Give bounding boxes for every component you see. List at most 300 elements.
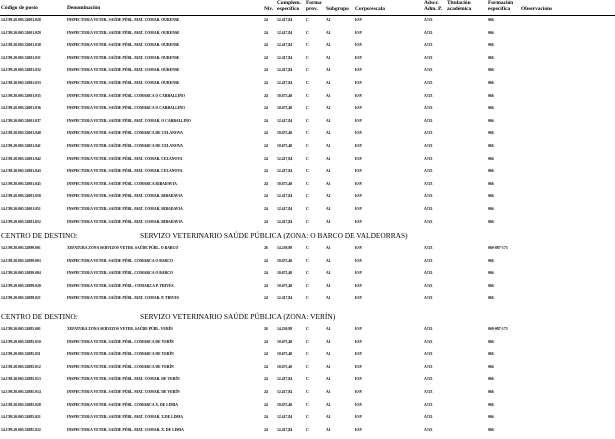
cell-forma: C xyxy=(306,68,309,73)
table-row xyxy=(0,79,615,87)
cell-niv: 24 xyxy=(264,364,268,369)
cell-adscripcion: A?23 xyxy=(424,156,433,161)
table-row xyxy=(0,117,615,125)
cell-subgrupo: A1 xyxy=(326,283,331,288)
cell-formacion: 069-087-173 xyxy=(488,246,508,250)
cell-forma: C xyxy=(306,327,309,331)
cell-subgrupo: A1 xyxy=(326,131,331,136)
cell-formacion: 066 xyxy=(488,106,494,111)
cell-code: 14.C99.20.003.32085.020 xyxy=(1,402,41,407)
col-subgrupo: Subgrupo xyxy=(326,6,349,12)
cell-corpo: ESV xyxy=(355,390,363,394)
cell-niv: 24 xyxy=(264,258,268,263)
cell-denominacion: XEFATURA ZONA SERVIZOS VETER. SAÚDE PÚBL. VERÍN xyxy=(67,327,173,331)
table-row xyxy=(0,388,615,396)
cell-complemento: 10.675,40 xyxy=(277,144,293,148)
cell-corpo: ESV xyxy=(355,327,363,331)
section-label: CENTRO DE DESTINO: xyxy=(1,312,78,321)
section-header xyxy=(0,231,615,241)
cell-code: 14.C99.20.003.32001.040 xyxy=(1,131,41,136)
cell-subgrupo: A1 xyxy=(326,364,331,369)
cell-corpo: ESV xyxy=(355,377,363,382)
cell-corpo: ESV xyxy=(355,169,363,174)
cell-niv: 24 xyxy=(264,219,268,224)
cell-complemento: 12.417,84 xyxy=(277,55,293,60)
cell-subgrupo: A1 xyxy=(326,169,331,174)
cell-subgrupo: A1 xyxy=(326,327,331,331)
cell-forma: C xyxy=(306,415,309,420)
cell-complemento: 12.417,84 xyxy=(277,43,293,48)
table-row xyxy=(0,129,615,137)
cell-forma: C xyxy=(306,194,309,199)
cell-subgrupo: A1 xyxy=(326,271,331,276)
cell-formacion: 066 xyxy=(488,390,494,394)
cell-niv: 24 xyxy=(264,131,268,136)
cell-subgrupo: A1 xyxy=(326,390,331,394)
cell-niv: 24 xyxy=(264,415,268,420)
cell-adscripcion: A?23 xyxy=(424,327,433,331)
col-forma-2: prov. xyxy=(306,6,318,12)
cell-forma: C xyxy=(306,377,309,382)
col-niv: Niv. xyxy=(264,6,274,12)
section-name: SERVIZO VETERINARIO SAÚDE PÚBLICA (ZONA: O BARCO DE VALDEORRAS) xyxy=(140,231,408,240)
table-row xyxy=(0,66,615,74)
cell-code: 14.C99.20.003.32001.042 xyxy=(1,156,41,161)
table-row xyxy=(0,142,615,150)
cell-formacion: 066 xyxy=(488,427,494,432)
cell-denominacion: INSPECTOR/A VETER. SAÚDE PÚBL. MAT. COMAR. OURENSE xyxy=(67,30,180,35)
cell-code: 14.C99.20.003.32085.011 xyxy=(1,352,41,357)
cell-adscripcion: A?23 xyxy=(424,283,433,288)
cell-formacion: 066 xyxy=(488,18,494,22)
cell-denominacion: INSPECTOR/A VETER. SAÚDE PÚBL. COMARCA O BARCO xyxy=(67,258,173,263)
cell-denominacion: INSPECTOR/A VETER. SAÚDE PÚBL. MAT. COMAR. RIBADAVIA xyxy=(67,207,183,211)
cell-corpo: ESV xyxy=(355,258,363,263)
table-row xyxy=(0,218,615,226)
cell-formacion: 066 xyxy=(488,194,494,199)
cell-niv: 24 xyxy=(264,283,268,288)
table-row xyxy=(0,180,615,188)
cell-formacion: 069-087-173 xyxy=(488,327,508,331)
cell-forma: C xyxy=(306,283,309,288)
cell-adscripcion: A?23 xyxy=(424,390,433,394)
table-row xyxy=(0,155,615,163)
cell-adscripcion: A?23 xyxy=(424,81,433,85)
cell-formacion: 066 xyxy=(488,258,494,263)
cell-code: 14.C99.20.003.32099.020 xyxy=(1,283,41,288)
table-row xyxy=(0,413,615,421)
cell-niv: 24 xyxy=(264,390,268,394)
cell-formacion: 066 xyxy=(488,402,494,407)
cell-corpo: ESV xyxy=(355,156,363,161)
cell-code: 14.C99.20.003.32001.031 xyxy=(1,55,41,60)
cell-denominacion: INSPECTOR/A VETER. SAÚDE PÚBL. COMARCA DE CELANOVA xyxy=(67,131,183,136)
cell-niv: 24 xyxy=(264,181,268,186)
cell-subgrupo: A1 xyxy=(326,144,331,148)
cell-formacion: 066 xyxy=(488,144,494,148)
cell-adscripcion: A?23 xyxy=(424,169,433,174)
table-row xyxy=(0,363,615,371)
cell-adscripcion: A?23 xyxy=(424,93,433,98)
cell-formacion: 066 xyxy=(488,339,494,344)
cell-code: 14.C99.20.003.32001.033 xyxy=(1,81,41,85)
cell-code: 14.C99.20.003.32001.043 xyxy=(1,169,41,174)
cell-formacion: 066 xyxy=(488,364,494,369)
cell-subgrupo: A1 xyxy=(326,181,331,186)
cell-code: 14.C99.20.003.32001.032 xyxy=(1,68,41,73)
cell-code: 14.C99.20.003.32001.030 xyxy=(1,43,41,48)
cell-denominacion: INSPECTOR/A VETER. SAÚDE PÚBL. COMARCA DE VERÍN xyxy=(67,364,174,369)
cell-code: 14.C99.20.003.32001.052 xyxy=(1,219,41,224)
col-complem-1: Complem. xyxy=(277,0,301,6)
cell-code: 14.C99.20.003.32001.036 xyxy=(1,106,41,111)
cell-complemento: 10.675,40 xyxy=(277,131,293,136)
cell-complemento: 10.675,40 xyxy=(277,352,293,357)
cell-forma: C xyxy=(306,93,309,98)
cell-corpo: ESV xyxy=(355,194,363,199)
cell-forma: C xyxy=(306,156,309,161)
col-complem-2: específico xyxy=(277,6,300,12)
cell-corpo: ESV xyxy=(355,246,363,250)
cell-denominacion: INSPECTOR/A VETER. SAÚDE PÚBL. MAT. COMAR. P. TRIVES xyxy=(67,296,180,301)
cell-complemento: 14.230,98 xyxy=(277,327,293,331)
col-observacions: Observacións xyxy=(521,6,553,12)
table-row xyxy=(0,282,615,290)
cell-complemento: 10.675,40 xyxy=(277,181,293,186)
cell-adscripcion: A?23 xyxy=(424,144,433,148)
cell-complemento: 12.417,84 xyxy=(277,427,293,432)
cell-code: 14.C99.20.003.32099.003 xyxy=(1,258,41,263)
cell-complemento: 12.417,84 xyxy=(277,118,293,123)
cell-adscripcion: A?23 xyxy=(424,352,433,357)
cell-code: 14.C99.20.003.32085.012 xyxy=(1,364,41,369)
table-row xyxy=(0,294,615,302)
cell-denominacion: INSPECTOR/A VETER. SAÚDE PÚBL. MAT. COMAR. X.DE LIMIA xyxy=(67,415,183,420)
table-row xyxy=(0,54,615,62)
cell-niv: 26 xyxy=(264,246,268,250)
cell-corpo: ESV xyxy=(355,55,363,60)
table-row xyxy=(0,426,615,434)
cell-code: 14.C99.20.003.32085.021 xyxy=(1,415,41,420)
cell-formacion: 066 xyxy=(488,169,494,174)
cell-niv: 24 xyxy=(264,68,268,73)
cell-niv: 24 xyxy=(264,144,268,148)
cell-niv: 24 xyxy=(264,194,268,199)
cell-denominacion: INSPECTOR/A VETER. SAÚDE PÚBL. MAT. COMAR. RIBADAVIA xyxy=(67,219,183,224)
col-codigo: Código de posto xyxy=(1,5,38,11)
cell-formacion: 066 xyxy=(488,131,494,136)
cell-niv: 24 xyxy=(264,271,268,276)
cell-code: 14.C99.20.003.32001.035 xyxy=(1,93,41,98)
cell-code: 14.C99.20.003.32085.010 xyxy=(1,339,41,344)
cell-adscripcion: A?23 xyxy=(424,415,433,420)
cell-subgrupo: A1 xyxy=(326,296,331,301)
cell-forma: C xyxy=(306,30,309,35)
cell-niv: 24 xyxy=(264,402,268,407)
cell-niv: 24 xyxy=(264,352,268,357)
cell-complemento: 12.417,84 xyxy=(277,207,293,211)
cell-adscripcion: A?23 xyxy=(424,194,433,199)
cell-formacion: 066 xyxy=(488,271,494,276)
cell-niv: 24 xyxy=(264,118,268,123)
cell-niv: 24 xyxy=(264,427,268,432)
col-titulacion-1: Titulación xyxy=(447,0,471,6)
cell-adscripcion: A?23 xyxy=(424,181,433,186)
col-forma-1: Forma xyxy=(306,0,322,6)
table-row xyxy=(0,167,615,175)
table-row xyxy=(0,269,615,277)
cell-adscripcion: A?23 xyxy=(424,43,433,48)
cell-subgrupo: A1 xyxy=(326,30,331,35)
cell-forma: C xyxy=(306,169,309,174)
cell-forma: C xyxy=(306,219,309,224)
cell-formacion: 066 xyxy=(488,283,494,288)
cell-complemento: 10.675,40 xyxy=(277,364,293,369)
cell-complemento: 10.675,40 xyxy=(277,402,293,407)
table-row xyxy=(0,192,615,200)
cell-adscripcion: A?23 xyxy=(424,131,433,136)
cell-niv: 24 xyxy=(264,43,268,48)
cell-complemento: 12.417,84 xyxy=(277,390,293,394)
cell-forma: C xyxy=(306,55,309,60)
cell-corpo: ESV xyxy=(355,93,363,98)
cell-forma: C xyxy=(306,18,309,22)
cell-formacion: 066 xyxy=(488,296,494,301)
cell-complemento: 10.675,40 xyxy=(277,258,293,263)
cell-formacion: 066 xyxy=(488,377,494,382)
cell-complemento: 12.417,84 xyxy=(277,169,293,174)
cell-complemento: 12.417,84 xyxy=(277,415,293,420)
cell-forma: C xyxy=(306,427,309,432)
cell-subgrupo: A1 xyxy=(326,194,331,199)
cell-adscripcion: A?23 xyxy=(424,402,433,407)
cell-corpo: ESV xyxy=(355,352,363,357)
cell-forma: C xyxy=(306,181,309,186)
cell-code: 14.C99.20.003.32085.014 xyxy=(1,390,41,394)
cell-code: 14.C99.20.003.32099.004 xyxy=(1,271,41,276)
cell-adscripcion: A?23 xyxy=(424,296,433,301)
cell-corpo: ESV xyxy=(355,181,363,186)
cell-niv: 24 xyxy=(264,81,268,85)
cell-complemento: 12.417,84 xyxy=(277,81,293,85)
cell-complemento: 10.675,40 xyxy=(277,93,293,98)
cell-niv: 24 xyxy=(264,377,268,382)
cell-forma: C xyxy=(306,144,309,148)
cell-adscripcion: A?23 xyxy=(424,207,433,211)
cell-formacion: 066 xyxy=(488,118,494,123)
cell-subgrupo: A1 xyxy=(326,81,331,85)
cell-denominacion: INSPECTOR/A VETER. SAÚDE PÚBL. MAT. COMAR. O CARBALLIÑO xyxy=(67,118,191,123)
table-row xyxy=(0,16,615,24)
table-row xyxy=(0,92,615,100)
cell-adscripcion: A?23 xyxy=(424,106,433,111)
cell-adscripcion: A?23 xyxy=(424,271,433,276)
cell-formacion: 066 xyxy=(488,81,494,85)
cell-formacion: 066 xyxy=(488,415,494,420)
cell-denominacion: INSPECTOR/A VETER. SAÚDE PÚBL. MAT. COMAR. RIBADAVIA xyxy=(67,194,183,199)
table-row xyxy=(0,29,615,37)
cell-formacion: 066 xyxy=(488,181,494,186)
cell-subgrupo: A1 xyxy=(326,258,331,263)
cell-complemento: 12.417,84 xyxy=(277,30,293,35)
col-corpo: Corpo/escala xyxy=(355,6,385,12)
cell-corpo: ESV xyxy=(355,81,363,85)
cell-subgrupo: A1 xyxy=(326,93,331,98)
table-row xyxy=(0,325,615,333)
cell-complemento: 12.417,84 xyxy=(277,377,293,382)
cell-forma: C xyxy=(306,118,309,123)
cell-forma: C xyxy=(306,352,309,357)
cell-forma: C xyxy=(306,402,309,407)
cell-niv: 24 xyxy=(264,339,268,344)
cell-corpo: ESV xyxy=(355,144,363,148)
cell-subgrupo: A1 xyxy=(326,427,331,432)
table-row xyxy=(0,375,615,383)
cell-formacion: 066 xyxy=(488,207,494,211)
cell-complemento: 12.417,84 xyxy=(277,156,293,161)
cell-formacion: 066 xyxy=(488,30,494,35)
cell-subgrupo: A1 xyxy=(326,339,331,344)
cell-niv: 24 xyxy=(264,156,268,161)
cell-corpo: ESV xyxy=(355,30,363,35)
cell-niv: 24 xyxy=(264,55,268,60)
cell-adscripcion: A?23 xyxy=(424,339,433,344)
cell-niv: 24 xyxy=(264,207,268,211)
cell-corpo: ESV xyxy=(355,271,363,276)
cell-corpo: ESV xyxy=(355,296,363,301)
cell-corpo: ESV xyxy=(355,43,363,48)
cell-forma: C xyxy=(306,296,309,301)
cell-code: 14.C99.20.003.32001.051 xyxy=(1,207,41,211)
cell-code: 14.C99.20.003.32001.045 xyxy=(1,181,41,186)
cell-corpo: ESV xyxy=(355,283,363,288)
cell-formacion: 066 xyxy=(488,43,494,48)
cell-denominacion: INSPECTOR/A VETER. SAÚDE PÚBL. MAT. COMAR. X. DE LIMIA xyxy=(67,427,184,432)
cell-corpo: ESV xyxy=(355,68,363,73)
table-header xyxy=(0,0,615,15)
col-formacion-2: específica xyxy=(488,6,511,12)
col-titulacion-2: académica xyxy=(447,6,472,12)
cell-complemento: 10.675,40 xyxy=(277,106,293,111)
cell-complemento: 14.230,98 xyxy=(277,246,293,250)
cell-corpo: ESV xyxy=(355,219,363,224)
cell-complemento: 10.675,40 xyxy=(277,271,293,276)
cell-formacion: 066 xyxy=(488,68,494,73)
cell-forma: C xyxy=(306,246,309,250)
cell-denominacion: INSPECTOR/A VETER. SAÚDE PÚBL. MAT. COMAR. OURENSE xyxy=(67,81,180,85)
cell-denominacion: INSPECTOR/A VETER. SAÚDE PÚBL. MAT. COMAR. DE VERÍN xyxy=(67,390,180,394)
section-name: SERVIZO VETERINARIO SAÚDE PÚBLICA (ZONA: VERÍN) xyxy=(140,312,336,321)
cell-forma: C xyxy=(306,271,309,276)
cell-corpo: ESV xyxy=(355,18,363,22)
cell-niv: 24 xyxy=(264,296,268,301)
table-row xyxy=(0,350,615,358)
cell-formacion: 066 xyxy=(488,55,494,60)
cell-corpo: ESV xyxy=(355,415,363,420)
cell-forma: C xyxy=(306,43,309,48)
cell-subgrupo: A1 xyxy=(326,219,331,224)
cell-forma: C xyxy=(306,339,309,344)
col-denominacion: Denominación xyxy=(67,5,101,11)
cell-adscripcion: A?23 xyxy=(424,377,433,382)
cell-corpo: ESV xyxy=(355,402,363,407)
cell-subgrupo: A1 xyxy=(326,118,331,123)
cell-adscripcion: A?23 xyxy=(424,118,433,123)
cell-corpo: ESV xyxy=(355,118,363,123)
cell-complemento: 12.417,84 xyxy=(277,194,293,199)
cell-corpo: ESV xyxy=(355,131,363,136)
cell-complemento: 10.675,40 xyxy=(277,283,293,288)
cell-denominacion: INSPECTOR/A VETER. SAÚDE PÚBL. MAT. COMAR. CELANOVA xyxy=(67,169,183,174)
cell-forma: C xyxy=(306,131,309,136)
cell-formacion: 066 xyxy=(488,93,494,98)
cell-denominacion: INSPECTOR/A VETER. SAÚDE PÚBL. MAT. COMAR. OURENSE xyxy=(67,68,180,73)
cell-code: 14.C99.20.003.32001.050 xyxy=(1,194,41,199)
cell-code: 14.C99.20.003.32099.001 xyxy=(1,246,41,250)
cell-subgrupo: A1 xyxy=(326,352,331,357)
cell-subgrupo: A1 xyxy=(326,106,331,111)
cell-denominacion: INSPECTOR/A VETER. SAÚDE PÚBL. COMARCA DE VERÍN xyxy=(67,339,174,344)
cell-subgrupo: A1 xyxy=(326,377,331,382)
cell-niv: 24 xyxy=(264,18,268,22)
section-header xyxy=(0,312,615,322)
table-row xyxy=(0,104,615,112)
cell-denominacion: INSPECTOR/A VETER. SAÚDE PÚBL. COMARCA O CARBALLIÑO xyxy=(67,93,186,98)
cell-corpo: ESV xyxy=(355,339,363,344)
cell-niv: 24 xyxy=(264,93,268,98)
cell-code: 14.C99.20.003.32085.001 xyxy=(1,327,41,331)
cell-denominacion: INSPECTOR/A VETER. SAÚDE PÚBL. COMARCA O CARBALLIÑO xyxy=(67,106,186,111)
cell-code: 14.C99.20.003.32085.013 xyxy=(1,377,41,382)
cell-formacion: 066 xyxy=(488,219,494,224)
cell-subgrupo: A1 xyxy=(326,402,331,407)
cell-complemento: 12.417,84 xyxy=(277,219,293,224)
cell-complemento: 12.417,84 xyxy=(277,18,293,22)
cell-subgrupo: A1 xyxy=(326,156,331,161)
cell-complemento: 12.417,84 xyxy=(277,68,293,73)
cell-subgrupo: A1 xyxy=(326,246,331,250)
cell-adscripcion: A?23 xyxy=(424,258,433,263)
cell-forma: C xyxy=(306,106,309,111)
cell-complemento: 10.675,40 xyxy=(277,339,293,344)
cell-formacion: 066 xyxy=(488,156,494,161)
cell-corpo: ESV xyxy=(355,364,363,369)
cell-adscripcion: A?23 xyxy=(424,30,433,35)
cell-corpo: ESV xyxy=(355,106,363,111)
cell-adscripcion: A?23 xyxy=(424,246,433,250)
cell-niv: 24 xyxy=(264,169,268,174)
cell-niv: 24 xyxy=(264,30,268,35)
cell-adscripcion: A?23 xyxy=(424,68,433,73)
cell-denominacion: INSPECTOR/A VETER. SAÚDE PÚBL. MAT. COMAR. CELANOVA xyxy=(67,156,183,161)
cell-code: 14.C99.20.003.32001.028 xyxy=(1,18,41,22)
cell-niv: 26 xyxy=(264,327,268,331)
cell-denominacion: INSPECTOR/A VETER. SAÚDE PÚBL. MAT. COMAR. OURENSE xyxy=(67,55,180,60)
cell-subgrupo: A1 xyxy=(326,43,331,48)
table-row xyxy=(0,338,615,346)
cell-adscripcion: A?23 xyxy=(424,55,433,60)
cell-niv: 24 xyxy=(264,106,268,111)
section-label: CENTRO DE DESTINO: xyxy=(1,231,78,240)
cell-complemento: 12.417,84 xyxy=(277,296,293,301)
cell-denominacion: INSPECTOR/A VETER. SAÚDE PÚBL. COMARCA RIBADAVIA xyxy=(67,181,177,186)
cell-denominacion: INSPECTOR/A VETER. SAÚDE PÚBL. MAT. COMAR. DE VERÍN xyxy=(67,377,180,382)
cell-adscripcion: A?23 xyxy=(424,427,433,432)
cell-denominacion: INSPECTOR/A VETER. SAÚDE PÚBL.-COMARCA P. TRIVES xyxy=(67,283,174,288)
cell-code: 14.C99.20.003.32001.041 xyxy=(1,144,41,148)
cell-denominacion: INSPECTOR/A VETER. SAÚDE PÚBL. COMARCA X. DE LIMIA xyxy=(67,402,179,407)
table-row xyxy=(0,257,615,265)
